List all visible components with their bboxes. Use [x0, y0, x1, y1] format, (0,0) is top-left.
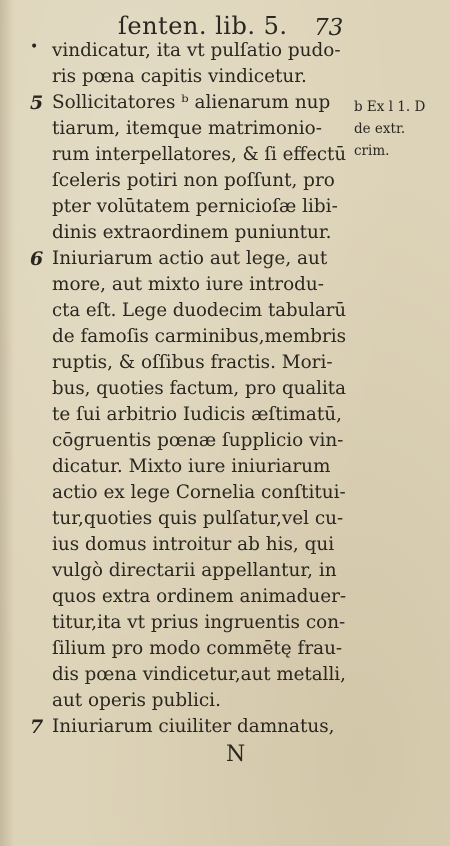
margin-note: crim. — [354, 143, 390, 159]
line-text: dinis extraordinem puniuntur. — [52, 222, 332, 243]
margin-note: de extr. — [354, 121, 406, 137]
text-line — [0, 220, 450, 246]
line-text: tur,quoties quis pulſatur,vel cu- — [52, 508, 344, 529]
paragraph-number: 7 — [30, 716, 44, 738]
text-line — [0, 402, 450, 428]
text-line — [0, 714, 450, 740]
line-text: ius domus introitur ab his, qui — [52, 534, 335, 555]
line-text: Iniuriarum ciuiliter damnatus, — [52, 716, 335, 737]
text-line — [0, 688, 450, 714]
running-title: ſenten. lib. 5. — [118, 12, 288, 40]
margin-note: b Ex l 1. D — [354, 99, 426, 115]
text-line — [0, 506, 450, 532]
text-line — [0, 662, 450, 688]
line-text: vulgò directarii appellantur, in — [52, 560, 337, 581]
text-line — [0, 194, 450, 220]
line-text: Iniuriarum actio aut lege, aut — [52, 248, 328, 269]
line-text: actio ex lege Cornelia conſtitui- — [52, 482, 346, 503]
text-line — [0, 454, 450, 480]
text-line — [0, 636, 450, 662]
text-line — [0, 64, 450, 90]
line-text: rum interpellatores, & ſi effectū — [52, 144, 347, 165]
line-text: bus, quoties factum, pro qualita — [52, 378, 346, 399]
page-number: 73 — [314, 15, 344, 41]
text-line — [0, 246, 450, 272]
line-text: cōgruentis pœnæ ſupplicio vin- — [52, 430, 344, 451]
paragraph-number: 5 — [30, 92, 44, 114]
text-line — [0, 558, 450, 584]
text-line — [0, 168, 450, 194]
line-text: ſilium pro modo commētę frau- — [52, 638, 343, 659]
line-text: ris pœna capitis vindicetur. — [52, 66, 307, 87]
line-text: dicatur. Mixto iure iniuriarum — [52, 456, 331, 477]
text-line — [0, 350, 450, 376]
page-header — [0, 6, 450, 41]
line-text: Sollicitatores ᵇ alienarum nup — [52, 92, 331, 113]
line-text: cta eſt. Lege duodecim tabularū — [52, 300, 347, 321]
line-text: aut operis publici. — [52, 690, 221, 711]
text-line — [0, 532, 450, 558]
text-line — [0, 584, 450, 610]
line-text: quos extra ordinem animaduer- — [52, 586, 347, 607]
text-line — [0, 480, 450, 506]
text-line — [0, 272, 450, 298]
text-line — [0, 38, 450, 64]
ink-speck: • — [30, 39, 39, 55]
line-text: ſceleris potiri non poſſunt, pro — [52, 170, 335, 191]
line-text: te ſui arbitrio Iudicis æſtimatū, — [52, 404, 342, 425]
paragraph-number: 6 — [30, 248, 44, 270]
line-text: de famoſis carminibus,membris — [52, 326, 347, 347]
line-text: dis pœna vindicetur,aut metalli, — [52, 664, 346, 685]
text-line — [0, 298, 450, 324]
line-text: titur,ita vt prius ingruentis con- — [52, 612, 346, 633]
signature-mark: N — [226, 742, 246, 767]
text-line — [0, 610, 450, 636]
text-line — [0, 428, 450, 454]
line-text: ruptis, & oſſibus fractis. Mori- — [52, 352, 333, 373]
text-line — [0, 376, 450, 402]
line-text: vindicatur, ita vt pulſatio pudo- — [52, 40, 341, 61]
line-text: tiarum, itemque matrimonio- — [52, 118, 322, 139]
line-text: pter volūtatem pernicioſæ libi- — [52, 196, 338, 217]
text-line — [0, 324, 450, 350]
line-text: more, aut mixto iure introdu- — [52, 274, 324, 295]
